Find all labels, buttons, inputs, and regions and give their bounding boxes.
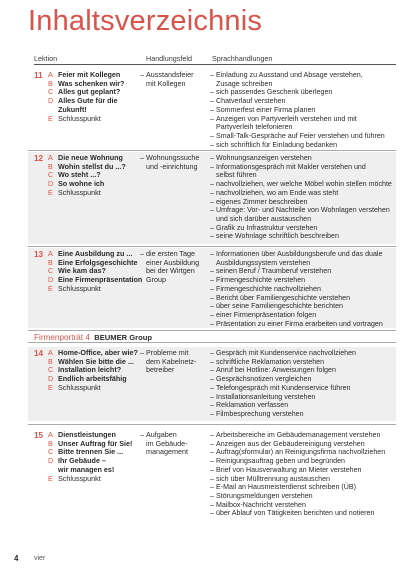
sprachhandlung-item: – Firmengeschichte verstehen <box>210 276 400 285</box>
sprachhandlung-item: und sich darüber austauschen <box>216 214 312 223</box>
unit-letter: E <box>48 283 53 293</box>
unit-letter: A <box>48 249 53 258</box>
unit-letter: C <box>48 266 54 276</box>
unit-letter: C <box>48 365 54 375</box>
unit-letter: C <box>48 170 54 180</box>
handlungsfeld <box>140 153 204 171</box>
lesson-block-12 <box>0 152 416 244</box>
lesson-block-11 <box>0 69 416 149</box>
lesson-unit <box>48 285 142 294</box>
sprachhandlungen <box>210 154 400 241</box>
handlungsfeld-line: und -einrichtung <box>146 161 198 171</box>
handlungsfeld-line: im Gebäude- <box>146 438 188 448</box>
sprachhandlung-item: – über Ablauf von Tätigkeiten berichten und notieren <box>210 509 400 518</box>
firmenportraet-label <box>34 333 152 342</box>
lesson-number: 13 <box>34 250 44 259</box>
sprachhandlung-item: – seinen Beruf / Traumberuf verstehen <box>210 267 400 276</box>
unit-title: wir managen es! <box>58 464 115 474</box>
sprachhandlung-item: – Filmbesprechung verstehen <box>210 410 400 419</box>
unit-letter: D <box>48 275 54 285</box>
lesson-units <box>48 154 126 198</box>
column-header-lektion: Lektion <box>34 54 58 63</box>
sprachhandlung-item: – Reklamation verfassen <box>210 401 400 410</box>
unit-title: Eine Erfolgsgeschichte <box>58 257 138 267</box>
unit-title: Alles Gute für die <box>58 96 118 106</box>
lesson-number: 12 <box>34 154 44 163</box>
sprachhandlung-item: – schriftliche Reklamation verstehen <box>210 358 400 367</box>
handlungsfeld-line: Group <box>146 275 166 285</box>
sprachhandlung-item: – Einladung zu Ausstand und Absage verstehen, <box>210 71 400 80</box>
lesson-block-13 <box>0 248 416 328</box>
lesson-number: 11 <box>34 71 43 80</box>
unit-letter: D <box>48 96 54 106</box>
unit-letter: A <box>48 348 53 357</box>
sprachhandlung-item: – Anzeigen aus der Gebäudereinigung verstehen <box>210 440 400 449</box>
handlungsfeld-line: Wohnungssuche <box>146 153 200 162</box>
sprachhandlung-item: – Gespräch mit Kundenservice nachvollziehen <box>210 349 400 358</box>
unit-title: Zukunft! <box>58 104 87 114</box>
sprachhandlung-item: – seine Wohnlage schriftlich beschreiben <box>210 232 400 241</box>
unit-title: Home-Office, aber wie? <box>58 348 138 357</box>
sprachhandlung-item: – Mailbox-Nachricht verstehen <box>210 501 400 510</box>
unit-title: Schlusspunkt <box>58 283 101 293</box>
sprachhandlung-item: – sich schriftlich für Einladung bedanken <box>210 141 400 150</box>
unit-letter: C <box>48 447 54 457</box>
firmenportraet-title: Firmenporträt 4 <box>34 333 90 342</box>
sprachhandlung-item: – über seine Familiengeschichte berichten <box>210 302 400 311</box>
sprachhandlung-item: – nachvollziehen, wo am Ende was steht <box>210 189 400 198</box>
unit-title: Dienstleistungen <box>58 430 116 439</box>
sprachhandlung-item: – Anzeigen von Partyverleih verstehen und mit <box>210 115 400 124</box>
lesson-number: 15 <box>34 431 44 440</box>
unit-letter: B <box>48 78 53 88</box>
handlungsfeld-line: Aufgaben <box>146 430 177 439</box>
unit-letter: B <box>48 438 53 448</box>
lesson-units <box>48 250 142 294</box>
handlungsfeld <box>140 249 204 285</box>
sprachhandlung-item: – Grafik zu Infrastruktur verstehen <box>210 224 400 233</box>
unit-title: Schlusspunkt <box>58 113 101 123</box>
sprachhandlung-item: – Informationen über Ausbildungsberufe und das duale <box>210 250 400 259</box>
row-divider <box>28 330 396 331</box>
row-divider <box>28 150 396 151</box>
unit-letter: D <box>48 179 54 189</box>
unit-title: Installation leicht? <box>58 365 122 375</box>
page-word: vier <box>34 555 46 562</box>
dash: – <box>140 249 144 258</box>
lesson-unit <box>48 475 132 484</box>
handlungsfeld <box>140 348 204 375</box>
unit-title: Wie kam das? <box>58 266 106 276</box>
unit-letter: A <box>48 430 53 439</box>
unit-letter: D <box>48 374 54 384</box>
row-divider <box>28 424 396 425</box>
sprachhandlung-item: – Auftrag(sformular) an Reinigungsfirma nachvollziehen <box>210 448 400 457</box>
sprachhandlung-item: – Umfrage: Vor- und Nachteile von Wohnlagen verstehen <box>210 206 400 215</box>
lesson-unit <box>48 189 126 198</box>
sprachhandlung-item: Zusage schreiben <box>216 79 273 88</box>
handlungsfeld-line: einer Ausbildung <box>146 257 200 267</box>
sprachhandlung-item: – Gesprächsnotizen vergleichen <box>210 375 400 384</box>
sprachhandlung-item: – Wohnungsanzeigen verstehen <box>210 154 400 163</box>
lesson-unit <box>48 384 138 393</box>
unit-letter: D <box>48 456 54 466</box>
dash: – <box>140 153 144 162</box>
handlungsfeld-line: mit Kollegen <box>146 78 186 88</box>
firmenportraet-company: BEUMER Group <box>94 333 153 342</box>
sprachhandlung-item: – Installationsanleitung verstehen <box>210 393 400 402</box>
unit-title: Feier mit Kollegen <box>58 70 121 79</box>
unit-letter: B <box>48 257 53 267</box>
sprachhandlung-item: – Arbeitsbereiche im Gebäudemanagement verstehen <box>210 431 400 440</box>
sprachhandlung-item: selbst führen <box>216 171 257 180</box>
sprachhandlung-item: Ausbildungssystem verstehen <box>216 258 311 267</box>
unit-title: Wo steht ...? <box>58 170 101 180</box>
lesson-unit <box>48 115 124 124</box>
unit-title: Wählen Sie bitte die ... <box>58 356 134 366</box>
sprachhandlung-item: – Informationsgespräch mit Makler verstehen und <box>210 163 400 172</box>
sprachhandlung-item: – E-Mail an Hausmeisterdienst schreiben (ÜB) <box>210 483 400 492</box>
sprachhandlung-item: – Störungsmeldungen verstehen <box>210 492 400 501</box>
handlungsfeld-line: Probleme mit <box>146 348 189 357</box>
sprachhandlung-item: – sich über Mülltrennung austauschen <box>210 475 400 484</box>
unit-title: Endlich arbeitsfähig <box>58 374 127 384</box>
lesson-units <box>48 71 124 123</box>
handlungsfeld-line: dem Kabelnetz- <box>146 356 197 366</box>
unit-letter: E <box>48 382 53 392</box>
column-header-handlungsfeld: Handlungsfeld <box>146 54 192 63</box>
handlungsfeld <box>140 430 204 457</box>
sprachhandlung-item: – Telefongespräch mit Kundenservice führen <box>210 384 400 393</box>
unit-title: Eine Firmenpräsentation <box>58 275 143 285</box>
lesson-number: 14 <box>34 349 44 358</box>
dash: – <box>140 70 144 79</box>
sprachhandlung-item: – Small-Talk-Gespräche auf Feier verstehen und führen <box>210 132 400 141</box>
handlungsfeld-line: management <box>146 447 188 457</box>
sprachhandlung-item: – Anruf bei Hotline: Anweisungen folgen <box>210 366 400 375</box>
sprachhandlung-item: – Chatverlauf verstehen <box>210 97 400 106</box>
unit-title: Wohin stellst du ...? <box>58 161 126 171</box>
unit-letter: A <box>48 153 53 162</box>
unit-title: So wohne ich <box>58 179 105 189</box>
unit-letter: E <box>48 473 53 483</box>
unit-letter: B <box>48 161 53 171</box>
sprachhandlung-item: – einer Firmenpräsentation folgen <box>210 311 400 320</box>
unit-title: Unser Auftrag für Sie! <box>58 438 133 448</box>
page-title: Inhaltsverzeichnis <box>28 5 263 37</box>
dash: – <box>140 430 144 439</box>
lesson-block-14 <box>0 347 416 421</box>
unit-title: Schlusspunkt <box>58 473 101 483</box>
column-header-sprachhandlungen: Sprachhandlungen <box>212 54 273 63</box>
dash: – <box>140 348 144 357</box>
unit-letter: B <box>48 356 53 366</box>
unit-letter: A <box>48 70 53 79</box>
header-rule <box>34 64 396 65</box>
sprachhandlung-item: – Präsentation zu einer Firma erarbeiten und vortragen <box>210 320 400 329</box>
handlungsfeld-line: bei der Wirtgen <box>146 266 195 276</box>
unit-title: Alles gut geplant? <box>58 87 121 97</box>
lesson-units <box>48 349 138 393</box>
sprachhandlung-item: – Bericht über Familiengeschichte verstehen <box>210 294 400 303</box>
sprachhandlung-item: – eigenes Zimmer beschreiben <box>210 198 400 207</box>
unit-title: Schlusspunkt <box>58 382 101 392</box>
unit-title: Bitte trennen Sie ... <box>58 447 124 457</box>
unit-title: Ihr Gebäude – <box>58 456 106 466</box>
handlungsfeld <box>140 70 204 88</box>
handlungsfeld-line: die ersten Tage <box>146 249 196 258</box>
column-headers <box>0 52 416 64</box>
sprachhandlungen <box>210 349 400 419</box>
unit-letter: E <box>48 113 53 123</box>
unit-title: Die neue Wohnung <box>58 153 123 162</box>
sprachhandlungen <box>210 431 400 518</box>
sprachhandlung-item: Partyverleih telefonieren <box>216 123 293 132</box>
unit-letter: C <box>48 87 54 97</box>
unit-letter: E <box>48 187 53 197</box>
handlungsfeld-line: betreiber <box>146 365 175 375</box>
unit-title: Was schenken wir? <box>58 78 125 88</box>
row-divider <box>28 246 396 247</box>
handlungsfeld-line: Ausstandsfeier <box>146 70 194 79</box>
lesson-block-15 <box>0 429 416 539</box>
unit-title: Schlusspunkt <box>58 187 101 197</box>
sprachhandlung-item: – Firmengeschichte nachvollziehen <box>210 285 400 294</box>
unit-title: Eine Ausbildung zu ... <box>58 249 133 258</box>
sprachhandlung-item: – sich passendes Geschenk überlegen <box>210 88 400 97</box>
sprachhandlung-item: – Reinigungsauftrag geben und begründen <box>210 457 400 466</box>
sprachhandlung-item: – Sommerfest einer Firma planen <box>210 106 400 115</box>
sprachhandlung-item: – Brief von Hausverwaltung an Mieter verstehen <box>210 466 400 475</box>
page-number: 4 <box>14 554 19 563</box>
row-divider <box>28 342 396 343</box>
sprachhandlung-item: – nachvollziehen, wer welche Möbel wohin stellen möchte <box>210 180 400 189</box>
lesson-units <box>48 431 132 483</box>
sprachhandlungen <box>210 71 400 149</box>
sprachhandlungen <box>210 250 400 328</box>
